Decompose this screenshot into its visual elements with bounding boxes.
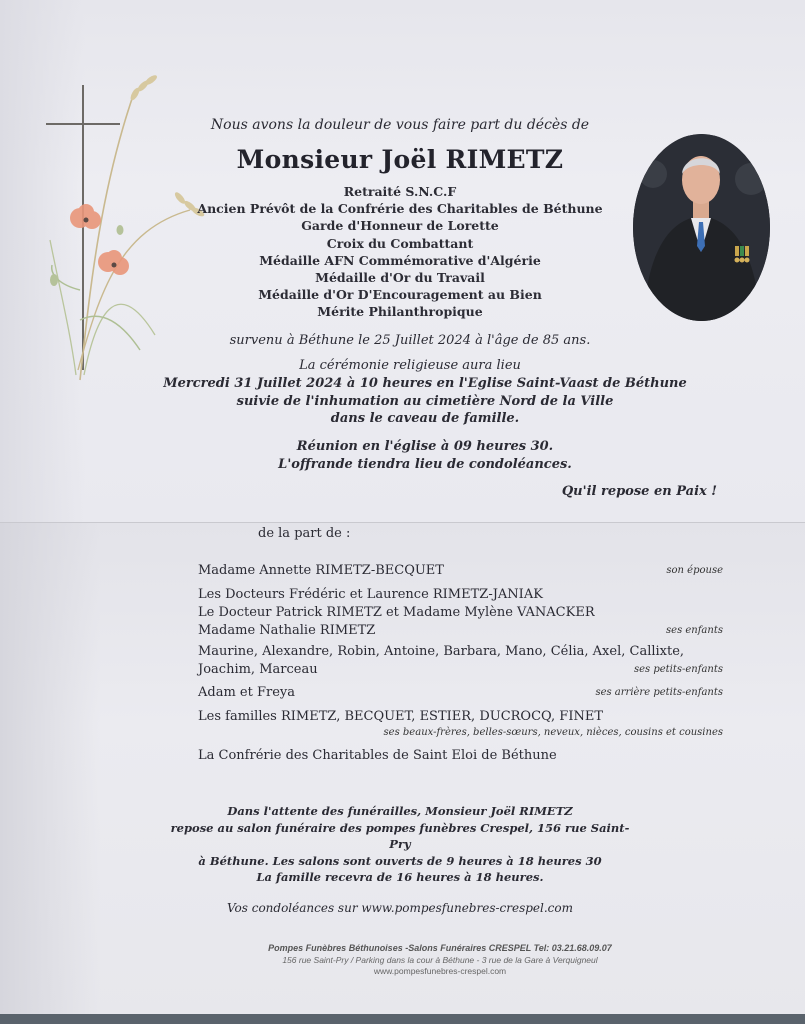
funeral-line: à Béthune. Les salons sont ouverts de 9 heures à 18 heures 30 bbox=[198, 853, 602, 868]
footer-website: www.pompesfunebres-crespel.com bbox=[373, 966, 507, 976]
ceremony-line: dans le caveau de famille. bbox=[330, 411, 520, 426]
honor-item: Médaille d'Or du Travail bbox=[315, 270, 485, 286]
family-relation: ses petits-enfants bbox=[633, 664, 723, 675]
family-group-spouse bbox=[198, 562, 723, 580]
family-group-great-grandchildren bbox=[198, 684, 723, 702]
deceased-name: Monsieur Joël RIMETZ bbox=[236, 145, 564, 174]
family-relation: ses enfants bbox=[666, 625, 723, 636]
family-name-line: Madame Annette RIMETZ-BECQUET bbox=[198, 563, 444, 578]
family-relation: ses arrière petits-enfants bbox=[595, 687, 723, 698]
honor-item: Croix du Combattant bbox=[326, 235, 474, 251]
honor-item: Médaille AFN Commémorative d'Algérie bbox=[259, 252, 541, 268]
family-group-families bbox=[198, 708, 723, 738]
ceremony-details bbox=[150, 375, 700, 428]
family-relation: son épouse bbox=[666, 565, 723, 576]
portrait-silhouette bbox=[633, 134, 770, 321]
footer-company: Pompes Funèbres Béthunoises -Salons Funéraires CRESPEL Tel: 03.21.68.09.07 bbox=[268, 943, 612, 953]
closing-phrase: Qu'il repose en Paix ! bbox=[561, 484, 717, 499]
family-name-line: Les familles RIMETZ, BECQUET, ESTIER, DUCROCQ, FINET bbox=[198, 709, 603, 724]
family-intro: de la part de : bbox=[258, 526, 351, 541]
ceremony-line: suivie de l'inhumation au cimetière Nord de la Ville bbox=[236, 393, 614, 409]
family-name-line: Adam et Freya bbox=[198, 685, 295, 700]
family-group-grandchildren bbox=[198, 643, 723, 679]
honor-item: Garde d'Honneur de Lorette bbox=[301, 218, 499, 234]
announcement-intro: Nous avons la douleur de vous faire part du décès de bbox=[210, 117, 590, 133]
family-name-line: La Confrérie des Charitables de Saint Eloi de Béthune bbox=[198, 748, 557, 763]
family-group-confrerie bbox=[198, 747, 723, 765]
family-group-children bbox=[198, 586, 723, 640]
death-details: survenu à Béthune le 25 Juillet 2024 à l'âge de 85 ans. bbox=[229, 333, 591, 348]
honor-item: Médaille d'Or D'Encouragement au Bien bbox=[258, 287, 542, 303]
family-name-line: Les Docteurs Frédéric et Laurence RIMETZ-JANIAK bbox=[198, 587, 543, 602]
condolences-website: Vos condoléances sur www.pompesfunebres-crespel.com bbox=[226, 901, 574, 915]
funeral-line: Dans l'attente des funérailles, Monsieur Joël RIMETZ bbox=[227, 804, 573, 818]
honors-list bbox=[170, 183, 630, 321]
ceremony-line: Mercredi 31 Juillet 2024 à 10 heures en l'Eglise Saint-Vaast de Béthune bbox=[163, 376, 687, 391]
funeral-line: repose au salon funéraire des pompes funèbres Crespel, 156 rue Saint-Pry bbox=[170, 820, 630, 852]
portrait-photo bbox=[633, 134, 770, 321]
family-name-line: Maurine, Alexandre, Robin, Antoine, Barbara, Mano, Célia, Axel, Callixte, bbox=[198, 644, 685, 659]
funeral-line: La famille recevra de 16 heures à 18 heures. bbox=[256, 870, 544, 885]
honor-item: Mérite Philanthropique bbox=[317, 304, 483, 320]
reunion-details bbox=[150, 438, 700, 473]
funeral-home-info bbox=[170, 803, 630, 886]
footer-address: 156 rue Saint-Pry / Parking dans la cour à Béthune - 3 rue de la Gare à Verquigneul bbox=[282, 955, 598, 965]
reunion-line: L'offrande tiendra lieu de condoléances. bbox=[278, 456, 572, 472]
family-name-line: Le Docteur Patrick RIMETZ et Madame Mylène VANACKER bbox=[198, 605, 595, 620]
honor-item: Ancien Prévôt de la Confrérie des Charitables de Béthune bbox=[197, 201, 603, 217]
ceremony-intro: La cérémonie religieuse aura lieu bbox=[299, 358, 521, 373]
family-name-line: Joachim, Marceau bbox=[198, 662, 318, 677]
honor-item: Retraité S.N.C.F bbox=[343, 184, 457, 199]
table-surface bbox=[0, 1014, 805, 1024]
reunion-line: Réunion en l'église à 09 heures 30. bbox=[296, 439, 554, 454]
family-name-line: Madame Nathalie RIMETZ bbox=[198, 623, 376, 638]
family-relation: ses beaux-frères, belles-sœurs, neveux, nièces, cousins et cousines bbox=[383, 727, 723, 738]
